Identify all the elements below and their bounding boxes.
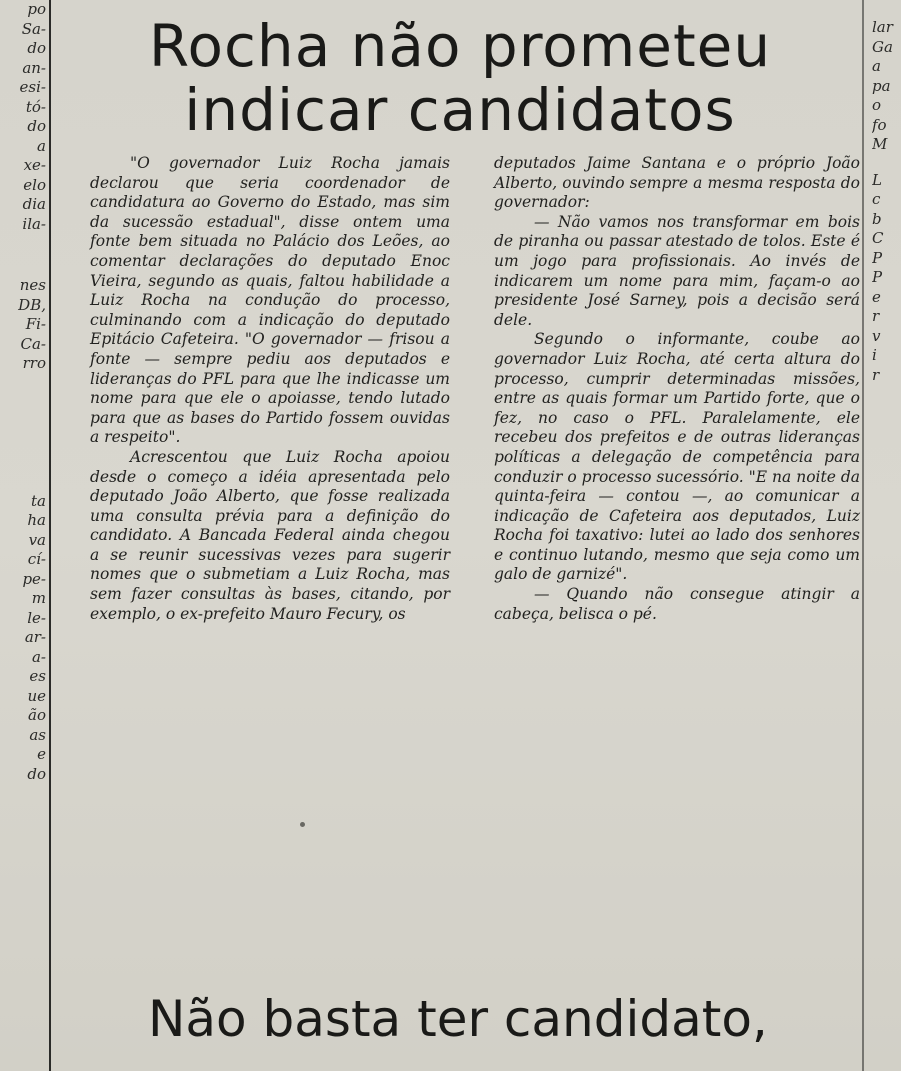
- fragment-text: b: [872, 209, 882, 228]
- fragment-text: po: [27, 0, 46, 18]
- fragment-text: pe-: [22, 569, 46, 588]
- fragment-text: a-: [31, 647, 46, 666]
- fragment-text: do: [27, 764, 46, 783]
- right-fragment-block-2: [872, 171, 901, 386]
- fragment-text: ue: [27, 686, 46, 705]
- fragment-text: P: [872, 248, 883, 267]
- fragment-text: lar: [872, 18, 893, 36]
- fragment-text: rro: [22, 354, 46, 372]
- article-headline: [70, 14, 850, 142]
- fragment-text: M: [872, 135, 888, 153]
- fragment-text: dia: [22, 195, 46, 213]
- fragment-text: ha: [27, 511, 46, 529]
- fragment-text: m: [31, 589, 46, 607]
- fragment-text: Ca-: [20, 334, 46, 353]
- fragment-text: Sa-: [21, 19, 46, 38]
- fragment-text: do: [27, 39, 46, 57]
- fragment-text: e: [872, 287, 881, 306]
- fragment-text: DB,: [18, 295, 46, 314]
- headline-line-2: indicar candidatos: [184, 76, 736, 144]
- fragment-text: nes: [19, 276, 46, 294]
- fragment-text: le-: [27, 608, 46, 627]
- column-rule-right: [862, 0, 864, 1071]
- fragment-text: r: [872, 307, 880, 325]
- headline-line-1: Rocha não prometeu: [148, 12, 772, 80]
- left-fragment-block-3: [2, 492, 46, 785]
- fragment-text: cí-: [27, 550, 46, 568]
- fragment-text: i: [872, 346, 877, 364]
- fragment-text: L: [872, 170, 882, 189]
- fragment-text: fo: [872, 115, 887, 134]
- column-rule-left: [49, 0, 51, 1071]
- fragment-text: tó-: [25, 97, 46, 116]
- paragraph: deputados Jaime Santana e o próprio João Alberto, ouvindo sempre a mesma resposta do governador:: [494, 154, 860, 212]
- adjacent-article-left-fragment: [2, 0, 46, 784]
- fragment-text: o: [872, 96, 882, 114]
- fragment-text: c: [872, 190, 881, 208]
- fragment-text: elo: [23, 175, 46, 194]
- fragment-text: va: [28, 530, 46, 549]
- fragment-text: do: [27, 117, 46, 135]
- fragment-text: C: [872, 229, 884, 247]
- left-fragment-block-1: [2, 0, 46, 234]
- fragment-text: an-: [22, 58, 46, 77]
- adjacent-article-right-fragment: [872, 0, 901, 385]
- fragment-text: ão: [28, 706, 46, 724]
- fragment-text: e: [37, 745, 46, 763]
- fragment-text: Fi-: [25, 315, 46, 333]
- fragment-text: Ga: [872, 37, 893, 56]
- article-column-1: [90, 154, 450, 624]
- print-speck: [300, 822, 305, 827]
- fragment-text: ila-: [22, 214, 46, 233]
- paragraph: Segundo o informante, coube ao governador Luiz Rocha, até certa altura do processo, cumprir determinadas missões, entre as quais formar um Partido forte, que o fez, no caso o PFL. Paralelamente, ele recebeu dos prefeitos e de outras lideranças políticas a delegação de competência para conduzir o processo sucessório. "E na noite da quinta-feira — contou —, ao comunicar a indicação de Cafeteira aos deputados, Luiz Rocha foi taxativo: lutei ao lado dos senhores e continuo lutando, mesmo que seja como um galo de garnizé".: [494, 330, 860, 584]
- fragment-text: as: [29, 725, 46, 744]
- fragment-text: xe-: [23, 156, 46, 174]
- left-fragment-block-2: [2, 276, 46, 374]
- right-fragment-block-1: [872, 18, 901, 155]
- fragment-text: P: [872, 268, 883, 286]
- fragment-text: esi-: [19, 78, 46, 96]
- fragment-text: v: [872, 326, 881, 345]
- paragraph: — Não vamos nos transformar em bois de piranha ou passar atestado de tolos. Este é um jogo para profissionais. Ao invés de indicarem um nome para mim, façam-o ao presidente José Sarney, pois a decisão será dele.: [494, 212, 860, 329]
- paragraph: — Quando não consegue atingir a cabeça, belisca o pé.: [494, 585, 860, 623]
- article-column-2: [494, 154, 860, 624]
- paragraph: "O governador Luiz Rocha jamais declarou que seria coordenador de candidatura ao Governo do Estado, mas sim da sucessão estadual", disse ontem uma fonte bem situada no Palácio dos Leões, ao comentar declarações do deputado Enoc Vieira, segundo as quais, faltou habilidade a Luiz Rocha na condução do processo, culminando com a indicação do deputado Epitácio Cafeteira. "O governador — frisou a fonte — sempre pediu aos deputados e lideranças do PFL para que lhe indicasse um nome para que ele o apoiasse, tendo lutado para que as bases do Partido fossem ouvidas a respeito".: [90, 154, 450, 447]
- fragment-text: a: [37, 136, 46, 155]
- fragment-text: es: [29, 667, 46, 685]
- fragment-text: a: [872, 57, 881, 75]
- paragraph: Acrescentou que Luiz Rocha apoiou desde o começo a idéia apresentada pelo deputado João Alberto, que fosse realizada uma consulta prévia para a definição do candidato. A Bancada Federal ainda chegou a se reunir sucessivas vezes para sugerir nomes que o submetiam a Luiz Rocha, mas sem fazer consultas às bases, citando, por exemplo, o ex-prefeito Mauro Fecury, os: [90, 447, 450, 623]
- fragment-text: pa: [872, 76, 891, 95]
- next-article-headline: Não basta ter candidato,: [148, 990, 768, 1048]
- fragment-text: ar-: [24, 628, 46, 646]
- fragment-text: r: [872, 365, 880, 384]
- fragment-text: ta: [31, 491, 46, 510]
